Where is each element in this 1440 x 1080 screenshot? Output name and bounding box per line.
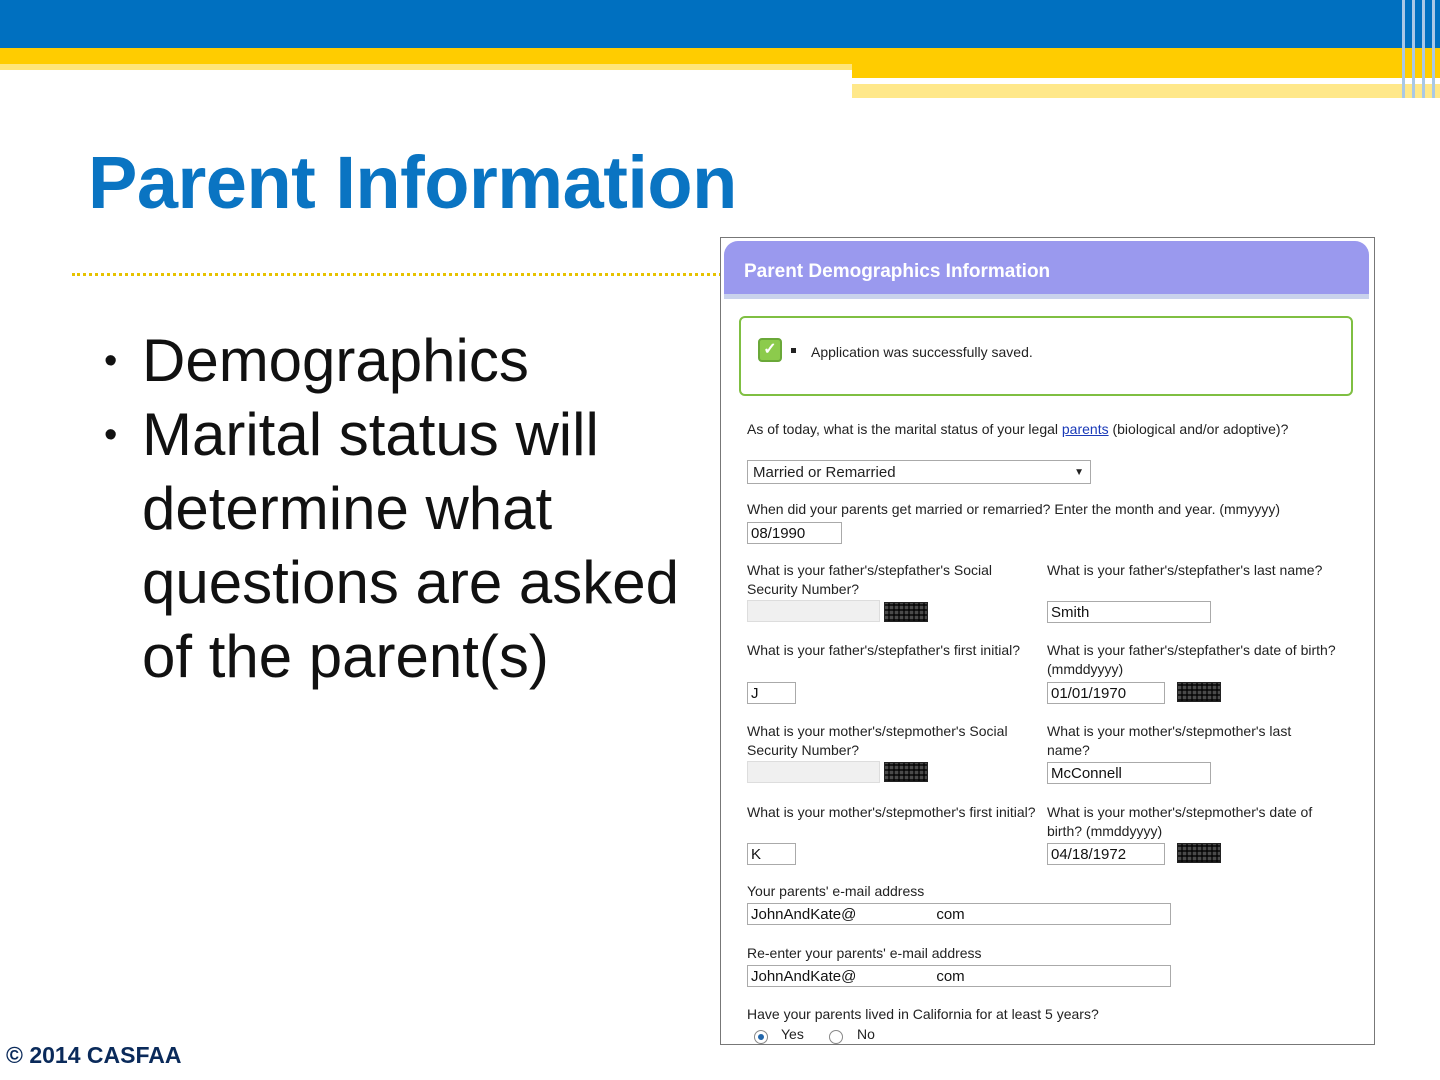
decor-stripe: [1402, 0, 1405, 98]
parents-link[interactable]: parents: [1061, 421, 1109, 437]
mother-ssn-field[interactable]: [747, 761, 880, 783]
top-yellow-bar-right: [852, 64, 1440, 78]
father-last-name-field[interactable]: Smith: [1047, 601, 1211, 623]
email-user-part: JohnAndKate@: [751, 968, 857, 985]
marital-status-question: [747, 420, 1307, 439]
keyboard-icon[interactable]: [1177, 843, 1221, 863]
email-reenter-field[interactable]: [747, 965, 1171, 987]
married-date-field[interactable]: 08/1990: [747, 522, 842, 544]
bullet-icon: [791, 348, 796, 353]
mother-initial-field[interactable]: K: [747, 843, 796, 865]
email-tld-part: com: [936, 968, 965, 985]
form-screenshot-panel: [720, 237, 1375, 1045]
title-divider: [72, 273, 722, 276]
mother-initial-question: What is your mother's/stepmother's first initial?: [747, 804, 1036, 820]
decor-stripe: [1422, 0, 1425, 98]
top-yellow-bar-light: [0, 64, 852, 70]
father-initial-field[interactable]: J: [747, 682, 796, 704]
california-question: Have your parents lived in California for at least 5 years?: [747, 1006, 1099, 1022]
question-text: As of today, what is the marital status of your legal: [747, 421, 1062, 437]
mother-ssn-question: What is your mother's/stepmother's Social Security Number?: [747, 723, 1008, 758]
father-ssn-field[interactable]: [747, 600, 880, 622]
father-dob-field[interactable]: 01/01/1970: [1047, 682, 1165, 704]
bullet-item: • Marital status will determine what questions are asked of the parent(s): [104, 398, 704, 694]
success-message: Application was successfully saved.: [811, 344, 1033, 360]
father-last-name-question: What is your father's/stepfather's last name?: [1047, 562, 1323, 578]
california-yes-label: Yes: [781, 1026, 804, 1042]
decor-stripe: [1412, 0, 1415, 98]
question-text: (biological and/or adoptive)?: [1108, 421, 1289, 437]
marital-status-select[interactable]: [747, 460, 1091, 484]
dropdown-arrow-icon: ▼: [1074, 467, 1084, 478]
panel-header: [724, 241, 1369, 295]
father-dob-question: What is your father's/stepfather's date of birth? (mmddyyyy): [1047, 642, 1336, 677]
mother-dob-field[interactable]: 04/18/1972: [1047, 843, 1165, 865]
keyboard-icon[interactable]: [884, 602, 928, 622]
checkmark-icon: ✓: [758, 338, 782, 362]
california-yes-radio[interactable]: [754, 1030, 768, 1044]
copyright: © 2014 CASFAA: [6, 1042, 182, 1068]
father-ssn-question: What is your father's/stepfather's Social Security Number?: [747, 562, 993, 597]
email-question: Your parents' e-mail address: [747, 883, 925, 899]
mother-last-name-question: What is your mother's/stepmother's last name?: [1047, 723, 1292, 758]
email-field[interactable]: [747, 903, 1171, 925]
california-no-label: No: [857, 1026, 875, 1042]
success-message-box: [739, 316, 1353, 396]
keyboard-icon[interactable]: [1177, 682, 1221, 702]
bullet-list: [104, 324, 704, 694]
email-tld-part: com: [936, 906, 965, 923]
keyboard-icon[interactable]: [884, 762, 928, 782]
mother-dob-question: What is your mother's/stepmother's date of birth? (mmddyyyy): [1047, 804, 1313, 839]
top-yellow-bar: [0, 48, 1440, 64]
panel-title: Parent Demographics Information: [744, 261, 1051, 282]
email-user-part: JohnAndKate@: [751, 906, 857, 923]
top-blue-bar: [0, 0, 1440, 48]
slide-title: Parent Information: [88, 141, 737, 224]
california-no-radio[interactable]: [829, 1030, 843, 1044]
decor-stripe: [1432, 0, 1435, 98]
top-yellow-bar-right-light: [852, 84, 1440, 98]
father-initial-question: What is your father's/stepfather's first initial?: [747, 642, 1021, 658]
select-value: Married or Remarried: [753, 464, 896, 481]
married-date-question: When did your parents get married or remarried? Enter the month and year. (mmyyyy): [747, 501, 1280, 517]
bullet-item: • Demographics: [104, 324, 704, 398]
mother-last-name-field[interactable]: McConnell: [1047, 762, 1211, 784]
panel-header-divider: [724, 294, 1369, 299]
email-reenter-question: Re-enter your parents' e-mail address: [747, 945, 982, 961]
